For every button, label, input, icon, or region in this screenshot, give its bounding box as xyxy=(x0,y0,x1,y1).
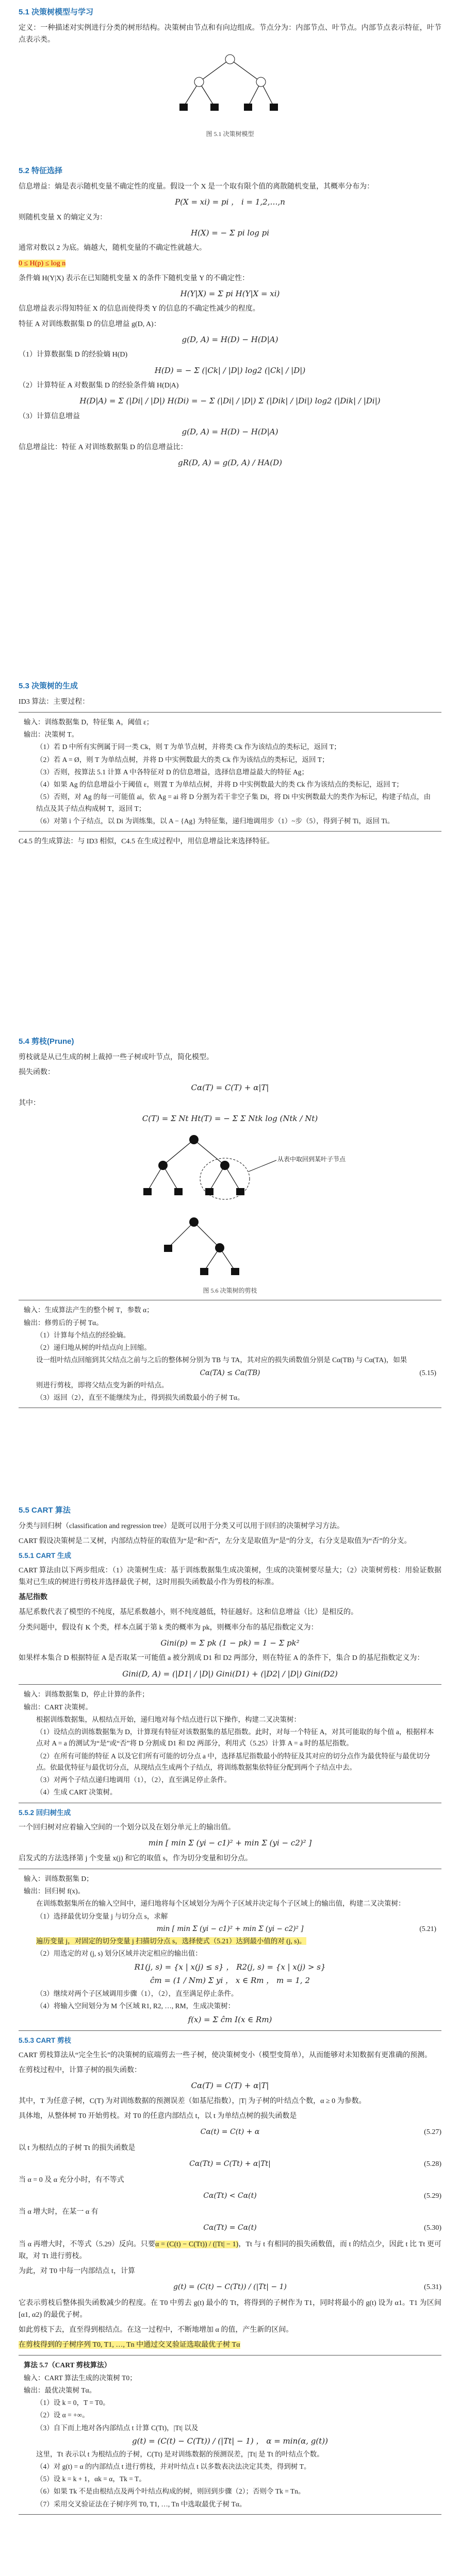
algorithm-box xyxy=(19,1300,441,1408)
equation: f(x) = Σ ĉm I(x ∈ Rm) xyxy=(188,2014,272,2024)
section-heading: 5.4 剪枝(Prune) xyxy=(19,1037,74,1046)
paragraph xyxy=(19,2339,441,2351)
paragraph: CART 剪枝算法从“完全生长”的决策树的底端剪去一些子树，使决策树变小（模型变简单），从而能够对未知数据有更准确的预测。 xyxy=(19,2051,432,2059)
algo-line: （2）用选定的对 (j, s) 划分区域并决定相应的输出值： xyxy=(36,1950,202,1958)
algo-line: 输出：最优决策树 Tα。 xyxy=(24,2386,96,2394)
algo-line: （6）对第 i 个子结点，以 Di 为训练集，以 A − {Ag} 为特征集，递归地调用步（1）~步（5），得到子树 Ti，返回 Ti。 xyxy=(36,817,395,825)
equation: H(X) = − Σ pi log pi xyxy=(190,228,270,238)
paragraph: 在剪枝过程中，计算子树的损失函数： xyxy=(19,2066,141,2074)
equation-number: (5.28) xyxy=(424,2160,441,2168)
step: （1）计算数据集 D 的经验熵 H(D) xyxy=(19,351,128,359)
algo-line: （5）设 k = k + 1，αk = α，Tk = T。 xyxy=(36,2475,146,2483)
figure-caption: 图 5.6 决策树的剪枝 xyxy=(203,1286,257,1294)
paragraph: CART 假设决策树是二叉树，内部结点特征的取值为“是”和“否”，左分支是取值为“是”的分支，右分支是取值为“否”的分支。 xyxy=(19,1537,412,1545)
equation: gR(D, A) = g(D, A) / HA(D) xyxy=(178,458,282,468)
paragraph: ID3 算法：主要过程： xyxy=(19,698,90,706)
paragraph: 分类问题中，假设有 K 个类，样本点属于第 k 类的概率为 pk，则概率分布的基尼指数定义为： xyxy=(19,1623,318,1632)
algorithm-title: 算法 5.7（CART 剪枝算法） xyxy=(24,2361,111,2369)
section-5-3 xyxy=(19,680,441,851)
section-5-5 xyxy=(19,1504,441,2519)
algo-line: （5）否则，对 Ag 的每一可能值 ai，依 Ag = ai 将 D 分割为若干非空子集 Di，将 Di 中实例数最大的类作为标记，构建子结点，由结点及其子结点构成树 T，返回 T； xyxy=(36,793,431,812)
subsection-heading: 5.5.1 CART 生成 xyxy=(19,1551,72,1560)
algo-line: （4）如果 Ag 的信息增益小于阈值 ε，则置 T 为单结点树，并将 D 中实例数最大的类 Ck 作为该结点的类标记，返回 T； xyxy=(36,781,403,789)
paragraph xyxy=(19,2239,441,2262)
decision-tree-figure xyxy=(168,50,292,127)
paragraph: 启发式的方法选择第 j 个变量 x(j) 和它的取值 s，作为切分变量和切分点。 xyxy=(19,1854,253,1862)
equation-body: Cα(t) = C(t) + α xyxy=(200,2127,260,2136)
algo-line: 输出：修剪后的子树 Tα。 xyxy=(24,1318,103,1327)
algo-line: （1）设 k = 0，T = T0。 xyxy=(36,2399,110,2407)
algorithm-box xyxy=(19,712,441,832)
algo-line: 输出：决策树 T。 xyxy=(24,731,79,739)
text-run: 当 α 再增大时，不等式（5.29）反向。只要 xyxy=(19,2240,156,2248)
equation: ĉm = (1 / Nm) Σ yi ， x ∈ Rm ， m = 1, 2 xyxy=(150,1976,310,1986)
equation xyxy=(19,2222,441,2234)
section-5-1 xyxy=(19,6,441,144)
equation xyxy=(19,2126,441,2138)
algo-line: 这里，Tt 表示以 t 为根结点的子树，C(Tt) 是对训练数据的预测误差，|Tt| 是 Tt 的叶结点个数。 xyxy=(36,2450,324,2458)
equation: P(X = xi) = pi ， i = 1,2,…,n xyxy=(175,197,285,207)
equation: Cα(T) = C(T) + α|T| xyxy=(191,2080,269,2090)
algo-line: （3）对两个子结点递归地调用（1），（2），直至满足停止条件。 xyxy=(36,1776,231,1784)
paragraph: CART 算法由以下两步组成：（1）决策树生成：基于训练数据集生成决策树，生成的决策树要尽量大；（2）决策树剪枝：用验证数据集对已生成的树进行剪枝并选择最优子树，这时用损失函数最小作为剪枝的标准。 xyxy=(19,1567,441,1587)
highlighted-text xyxy=(19,258,441,269)
paragraph: 当 α = 0 及 α 充分小时，有不等式 xyxy=(19,2176,124,2184)
equation-body: min [ min Σ (yi − c1)² + min Σ (yi − c2)² ] xyxy=(156,1924,304,1933)
algo-line: （1）选择最优切分变量 j 与切分点 s，求解 xyxy=(36,1912,168,1920)
paragraph: 其中： xyxy=(19,1099,40,1107)
algo-line: 输出：CART 决策树。 xyxy=(24,1703,92,1711)
equation: g(D, A) = H(D) − H(D|A) xyxy=(182,334,278,344)
equation: H(Y|X) = Σ pi H(Y|X = xi) xyxy=(180,289,280,298)
equation: g(t) = (C(t) − C(Tt)) / (|Tt| − 1) ， α = min(α, g(t)) xyxy=(132,2436,328,2446)
algo-line: （1）若 D 中所有实例属于同一类 Ck，则 T 为单节点树，并将类 Ck 作为该结点的类标记，返回 T； xyxy=(36,743,341,751)
algo-line: 在训练数据集所在的输入空间中，递归地将每个区域划分为两个子区域并决定每个子区域上的输出值，构建二叉决策树： xyxy=(36,1900,405,1908)
equation xyxy=(24,1367,436,1379)
highlight: 遍历变量 j，对固定的切分变量 j 扫描切分点 s，选择使式（5.21）达到最小值的对 (j, s)。 xyxy=(36,1937,306,1945)
subsection-heading: 5.5.2 回归树生成 xyxy=(19,1808,71,1817)
paragraph: 通常对数以 2 为底。熵越大，随机变量的不确定性就越大。 xyxy=(19,244,206,252)
algo-line: （2）若 A = Ø，则 T 为单结点树，并将 D 中实例数最大的类 Ck 作为该结点的类标记，返回 T； xyxy=(36,755,329,764)
algo-line: 输入：CART 算法生成的决策树 T0； xyxy=(24,2374,137,2382)
equation-number: (5.29) xyxy=(424,2192,441,2200)
algo-line: （3）自下而上地对各内部结点 t 计算 C(Tt)，|Tt| 以及 xyxy=(36,2424,199,2432)
paragraph: 剪枝就是从已生成的树上裁掉一些子树或叶节点，简化模型。 xyxy=(19,1053,213,1061)
algo-line: （3）返回（2），直至不能继续为止，得到损失函数最小的子树 Tα。 xyxy=(36,1394,244,1402)
equation-body: Cα(Tt) < Cα(t) xyxy=(203,2192,257,2200)
pruning-figure xyxy=(122,1129,346,1284)
paragraph: 以 t 为根结点的子树 Tt 的损失函数是 xyxy=(19,2144,136,2152)
paragraph: 损失函数： xyxy=(19,1068,55,1076)
highlight: 在剪枝得到的子树序列 T0, T1, …, Tn 中通过交叉验证选取最优子树 Tα xyxy=(19,2341,240,2349)
paragraph: 为此，对 T0 中每一内部结点 t，计算 xyxy=(19,2267,135,2275)
paragraph: 基尼系数代表了模型的不纯度，基尼系数越小，则不纯度越低，特征越好。这和信息增益（比）是相反的。 xyxy=(19,1608,358,1617)
highlight: α = (C(t) − C(Tt)) / (|Tt| − 1) xyxy=(155,2240,239,2248)
algo-line: 设一组叶结点回缩到其父结点之前与之后的整体树分别为 TB 与 TA，其对应的损失函数值分别是 Cα(TB) 与 Cα(TA)，如果 xyxy=(36,1356,407,1364)
algo-line: 输入：生成算法产生的整个树 T，参数 α； xyxy=(24,1306,154,1314)
algo-line: （4）对 g(t) = α 的内部结点 t 进行剪枝，并对叶结点 t 以多数表决法决定其类，得到树 T。 xyxy=(36,2462,311,2470)
equation-body: Cα(Tt) = Cα(t) xyxy=(203,2224,257,2232)
algo-line: （4）将输入空间划分为 M 个区域 R1, R2, …, RM，生成决策树： xyxy=(36,2002,235,2010)
algorithm-box xyxy=(19,2355,441,2515)
paragraph: 如果样本集合 D 根据特征 A 是否取某一可能值 a 被分割成 D1 和 D2 两部分，则在特征 A 的条件下，集合 D 的基尼指数定义为： xyxy=(19,1654,424,1663)
algo-line: （6）如果 Tk 不是由根结点及两个叶结点构成的树，则回到步骤（2）；否则令 Tk = Tn。 xyxy=(36,2487,305,2496)
algo-line: （2）递归地从树的叶结点向上回缩。 xyxy=(36,1344,151,1352)
paragraph: 如此剪枝下去，直至得到根结点。在这一过程中，不断地增加 α 的值，产生新的区间。 xyxy=(19,2326,293,2334)
algo-line: 根据训练数据集，从根结点开始，递归地对每个结点进行以下操作，构建二叉决策树： xyxy=(36,1715,301,1723)
equation: Gini(D, A) = (|D1| / |D|) Gini(D1) + (|D2| / |D|) Gini(D2) xyxy=(122,1669,338,1679)
algo-line: （3）继续对两个子区域调用步骤（1），（2），直至满足停止条件。 xyxy=(36,1990,238,1998)
paragraph: 信息增益比：特征 A 对训练数据集 D 的信息增益比： xyxy=(19,443,188,451)
paragraph: 条件熵 H(Y|X) 表示在已知随机变量 X 的条件下随机变量 Y 的不确定性： xyxy=(19,274,250,282)
equation-body: Cα(Tt) = C(Tt) + α|Tt| xyxy=(189,2160,271,2168)
equation-body: Cα(TA) ≤ Cα(TB) xyxy=(200,1368,260,1377)
paragraph: 信息增益：熵是表示随机变量不确定性的度量。假设一个 X 是一个取有限个值的离散随机变量，其概率分布为： xyxy=(19,182,374,191)
equation: Gini(p) = Σ pk (1 − pk) = 1 − Σ pk² xyxy=(160,1638,300,1648)
algorithm-box xyxy=(19,1869,441,2031)
paragraph: 定义：一种描述对实例进行分类的树形结构。决策树由节点和有向边组成。节点分为：内部节点、叶节点。内部节点表示特征，叶节点表示类。 xyxy=(19,24,441,44)
section-heading: 5.5 CART 算法 xyxy=(19,1506,71,1515)
section-5-2 xyxy=(19,165,441,472)
algo-line: （7）采用交叉验证法在子树序列 T0, T1, …, Tn 中选取最优子树 Tα。 xyxy=(36,2500,247,2508)
paragraph: 则随机变量 X 的熵定义为： xyxy=(19,213,107,222)
algorithm-box xyxy=(19,1684,441,1803)
algo-line: 输入：训练数据集 D，特征集 A，阈值 ε； xyxy=(24,718,154,726)
section-5-4 xyxy=(19,1036,441,1412)
paragraph: 它表示剪枝后整体损失函数减少的程度。在 T0 中剪去 g(t) 最小的 Tt，将得到的子树作为 T1，同时将最小的 g(t) 设为 α1。T1 为区间 [α1, α2) 的最优子树。 xyxy=(19,2299,441,2319)
algo-line: 输入：训练数据集 D，停止计算的条件； xyxy=(24,1690,149,1699)
paragraph: 其中，T 为任意子树，C(T) 为对训练数据的预测误差（如基尼指数），|T| 为子树的叶结点个数，α ≥ 0 为参数。 xyxy=(19,2097,366,2105)
algo-line: （2）设 α = +∞。 xyxy=(36,2411,89,2419)
algo-line xyxy=(24,1936,436,1947)
equation: C(T) = Σ Nt Ht(T) = − Σ Σ Ntk log (Ntk / Nt) xyxy=(142,1113,318,1123)
algo-line: （4）生成 CART 决策树。 xyxy=(36,1788,117,1797)
equation: g(D, A) = H(D) − H(D|A) xyxy=(182,427,278,437)
equation-number: (5.31) xyxy=(424,2283,441,2291)
figure-note: 从表中取回到某叶子节点 xyxy=(277,1155,346,1163)
algo-line: 则进行剪枝，即将父结点变为新的叶结点。 xyxy=(36,1381,169,1389)
equation-number: (5.30) xyxy=(424,2224,441,2232)
paragraph: C4.5 的生成算法：与 ID3 相似，C4.5 在生成过程中，用信息增益比来选择特征。 xyxy=(19,838,274,846)
paragraph: 具体地，从整体树 T0 开始剪枝。对 T0 的任意内部结点 t，以 t 为单结点树的损失函数是 xyxy=(19,2112,297,2120)
algo-line: （2）在所有可能的特征 A 以及它们所有可能的切分点 a 中，选择基尼指数最小的特征及其对应的切分点作为最优特征与最优切分点。依最优特征与最优切分点，从现结点生成两个子结点，将训练数据集依特征分配到两个子结点中去。 xyxy=(36,1752,431,1771)
equation-body: g(t) = (C(t) − C(Tt)) / (|Tt| − 1) xyxy=(173,2282,287,2291)
paragraph: 分类与回归树（classification and regression tree）是既可以用于分类又可以用于回归的决策树学习方法。 xyxy=(19,1522,344,1530)
equation xyxy=(19,2190,441,2202)
algo-line: （3）否则，按算法 5.1 计算 A 中各特征对 D 的信息增益，选择信息增益最大的特征 Ag； xyxy=(36,768,309,776)
figure-caption: 图 5.1 决策树模型 xyxy=(206,130,254,138)
subsection-heading: 5.5.3 CART 剪枝 xyxy=(19,2036,72,2044)
equation: H(D|A) = Σ (|Di| / |D|) H(Di) = − Σ (|Di| / |D|) Σ (|Dik| / |Di|) log2 (|Dik| / |Di|) xyxy=(79,396,381,406)
algo-line: （1）设结点的训练数据集为 D，计算现有特征对该数据集的基尼指数。此时，对每一个特征 A，对其可能取的每个值 a，根据样本点对 A = a 的测试为“是”或“否”将 D 分割成 D1 和 D2 两部分，利用式（5.25）计算 A = a 时的基尼指数。 xyxy=(36,1728,434,1748)
paragraph: 特征 A 对训练数据集 D 的信息增益 g(D, A)： xyxy=(19,320,161,328)
equation: R1(j, s) = {x | x(j) ≤ s} ， R2(j, s) = {x | x(j) > s} xyxy=(134,1962,326,1972)
algo-line: 输入：训练数据集 D； xyxy=(24,1874,93,1883)
section-heading: 5.1 决策树模型与学习 xyxy=(19,8,94,16)
equation-number: (5.21) xyxy=(419,1924,436,1933)
equation xyxy=(24,1923,436,1935)
equation xyxy=(19,2158,441,2170)
paragraph: 基尼指数 xyxy=(19,1594,47,1602)
paragraph: 当 α 增大时，在某一 α 有 xyxy=(19,2208,98,2216)
section-heading: 5.2 特征选择 xyxy=(19,166,63,175)
paragraph: 一个回归树对应着输入空间的一个划分以及在划分单元上的输出值。 xyxy=(19,1823,235,1832)
text-run: ，Tt 与 t 有相同的损失函数值，而 t 的结点少，因此 t 比 Tt 更可取，对 Tt 进行剪枝。 xyxy=(19,2240,441,2260)
equation: H(D) = − Σ (|Ck| / |D|) log2 (|Ck| / |D|) xyxy=(154,365,306,375)
equation xyxy=(19,2281,441,2293)
equation-number: (5.15) xyxy=(419,1368,436,1377)
algo-line: （1）计算每个结点的经验熵。 xyxy=(36,1331,130,1339)
algo-line: 输出：回归树 f(x)。 xyxy=(24,1887,85,1895)
paragraph: 信息增益表示得知特征 X 的信息而使得类 Y 的信息的不确定性减少的程度。 xyxy=(19,305,260,313)
equation: Cα(T) = C(T) + α|T| xyxy=(191,1082,269,1092)
section-heading: 5.3 决策树的生成 xyxy=(19,682,78,690)
step: （2）计算特征 A 对数据集 D 的经验条件熵 H(D|A) xyxy=(19,382,179,390)
highlight: 0 ≤ H(p) ≤ log n xyxy=(19,259,66,267)
equation-number: (5.27) xyxy=(424,2128,441,2136)
step: （3）计算信息增益 xyxy=(19,413,80,421)
equation: min [ min Σ (yi − c1)² + min Σ (yi − c2)² ] xyxy=(148,1838,312,1848)
